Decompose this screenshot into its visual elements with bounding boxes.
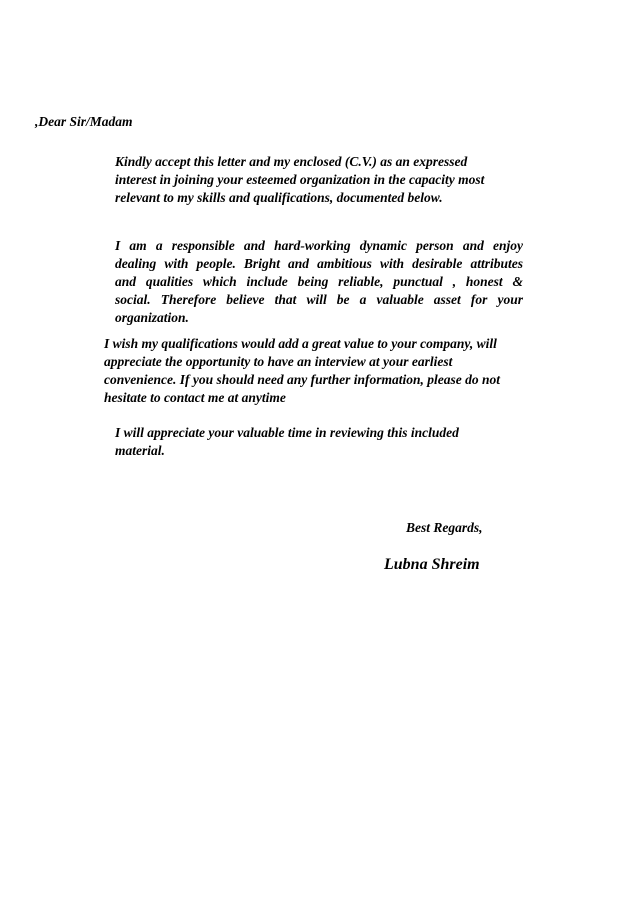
salutation-text: ,Dear Sir/Madam [35,114,133,129]
paragraph-interview-request [104,335,554,407]
paragraph-line: and qualities which include being reliable, punctual , honest & [115,274,523,289]
signature-name: Lubna Shreim [384,556,480,573]
paragraph-line: I am a responsible and hard-working dynamic person and enjoy [115,238,523,253]
paragraph-line: I will appreciate your valuable time in reviewing this included [115,425,459,440]
paragraph-about-me [115,237,523,327]
paragraph-line: convenience. If you should need any further information, please do not [104,372,501,387]
paragraph-intro [115,153,525,207]
paragraph-line: I wish my qualifications would add a great value to your company, will [104,336,497,351]
paragraph-line: material. [115,443,165,458]
paragraph-line: relevant to my skills and qualifications, documented below. [115,190,443,205]
paragraph-line: appreciate the opportunity to have an interview at your earliest [104,354,453,369]
closing-text: Best Regards, [406,520,483,535]
paragraph-line: Kindly accept this letter and my enclosed (C.V.) as an expressed [115,154,468,169]
paragraph-line: dealing with people. Bright and ambitious with desirable attributes [115,256,523,271]
paragraph-line: hesitate to contact me at anytime [104,390,286,405]
signature [384,555,480,575]
salutation [35,113,133,131]
paragraph-line: interest in joining your esteemed organization in the capacity most [115,172,485,187]
paragraph-thanks [115,424,505,460]
paragraph-line: social. Therefore believe that will be a valuable asset for your [115,292,523,307]
paragraph-line: organization. [115,310,189,325]
closing [406,519,483,537]
